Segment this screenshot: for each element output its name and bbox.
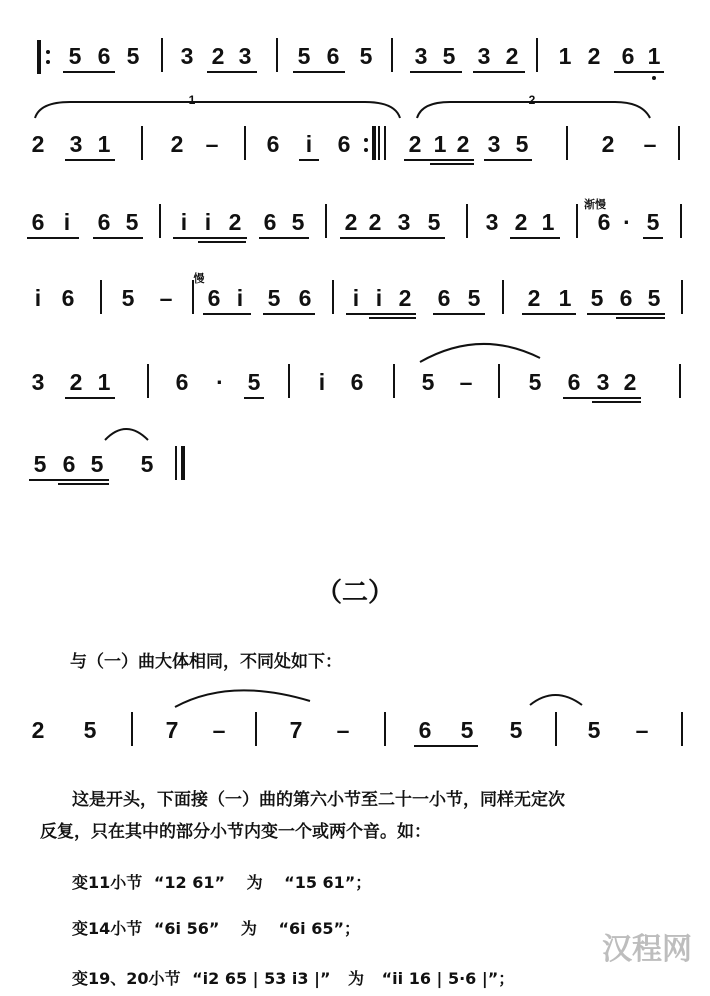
note: – [205, 131, 219, 157]
score-row-5 [0, 366, 710, 426]
repeat-dot [364, 148, 368, 152]
note: 5 [587, 717, 601, 743]
tempo-mark-gradual-slow: 渐慢 [584, 199, 606, 211]
note: i [180, 209, 188, 235]
underline [587, 313, 665, 315]
barline [555, 712, 557, 746]
underline [299, 159, 319, 161]
underline [65, 397, 115, 399]
underline [244, 397, 264, 399]
underline [563, 397, 641, 399]
underline [340, 237, 445, 239]
barline [147, 364, 149, 398]
note: 6 [97, 209, 111, 235]
note: 1 [97, 369, 111, 395]
change-item [72, 870, 371, 893]
note: 2 [456, 131, 470, 157]
underline [369, 317, 416, 319]
note: i [375, 285, 383, 311]
underline [410, 71, 462, 73]
note: 2 [527, 285, 541, 311]
underline [404, 159, 474, 161]
note: 2 [398, 285, 412, 311]
note: 1 [647, 43, 661, 69]
change-label: 变11小节 [72, 873, 143, 892]
note: 2 [505, 43, 519, 69]
note: 6 [337, 131, 351, 157]
barline [325, 204, 327, 238]
underline [510, 237, 560, 239]
paragraph-line-2: 反复，只在其中的部分小节内变一个或两个音。如： [40, 822, 431, 842]
change-to-word: 为 [240, 919, 257, 938]
second-ending-mark: 2 [528, 93, 536, 107]
repeat-dot [364, 138, 368, 142]
note: 2 [69, 369, 83, 395]
note: 6 [418, 717, 432, 743]
note: 6 [597, 209, 611, 235]
note: 5 [121, 285, 135, 311]
variant-slurs [150, 683, 600, 713]
note: 5 [646, 209, 660, 235]
note: 1 [541, 209, 555, 235]
change-to: “ii 16 | 5·6 |”； [381, 969, 515, 988]
underline [414, 745, 478, 747]
change-from: “12 61” [153, 873, 225, 892]
underline [58, 483, 109, 485]
underline [484, 159, 532, 161]
first-ending-mark: 1 [188, 93, 196, 107]
note: 5 [297, 43, 311, 69]
note: 3 [397, 209, 411, 235]
note: 6 [263, 209, 277, 235]
underline [616, 317, 665, 319]
note: 1 [558, 43, 572, 69]
underline [65, 159, 115, 161]
underline [433, 313, 485, 315]
note: i [236, 285, 244, 311]
note: – [643, 131, 657, 157]
tempo-mark-slow: 慢 [193, 273, 205, 285]
change-from: “i2 65 | 53 i3 |” [192, 969, 331, 988]
note: 6 [61, 285, 75, 311]
barline [681, 712, 683, 746]
note: 5 [647, 285, 661, 311]
note: 5 [125, 209, 139, 235]
note: 6 [97, 43, 111, 69]
slur [100, 420, 160, 444]
note: 2 [587, 43, 601, 69]
note: 3 [414, 43, 428, 69]
note: 5 [590, 285, 604, 311]
note: 6 [298, 285, 312, 311]
note: 5 [267, 285, 281, 311]
barline [161, 38, 163, 72]
note: 5 [140, 451, 154, 477]
underline [63, 71, 115, 73]
note: 6 [437, 285, 451, 311]
note: 6 [621, 43, 635, 69]
barline [678, 126, 680, 160]
change-item [72, 916, 360, 939]
note: i [318, 369, 326, 395]
note: – [159, 285, 173, 311]
barline [391, 38, 393, 72]
dot-extension: · [623, 209, 631, 235]
underline [614, 71, 664, 73]
note: i [204, 209, 212, 235]
note: 2 [408, 131, 422, 157]
underline [93, 237, 143, 239]
note: 2 [211, 43, 225, 69]
underline [263, 313, 315, 315]
score-row-3 [0, 199, 710, 266]
note: 1 [433, 131, 447, 157]
note: 5 [460, 717, 474, 743]
change-label: 变14小节 [72, 919, 143, 938]
repeat-end-barline [372, 126, 376, 160]
paragraph-line-1: 这是开头，下面接（一）曲的第六小节至二十一小节，同样无定次 [72, 790, 565, 810]
note: 5 [126, 43, 140, 69]
barline [681, 280, 683, 314]
note: 6 [175, 369, 189, 395]
barline [680, 204, 682, 238]
underline [293, 71, 345, 73]
note: 3 [596, 369, 610, 395]
note: 1 [97, 131, 111, 157]
barline [255, 712, 257, 746]
score-row-6 [0, 448, 710, 508]
change-to-word: 为 [348, 969, 365, 988]
repeat-dot [46, 60, 50, 64]
barline [466, 204, 468, 238]
note: 5 [33, 451, 47, 477]
change-to-word: 为 [246, 873, 263, 892]
note: 5 [515, 131, 529, 157]
underline [173, 237, 247, 239]
note: 6 [62, 451, 76, 477]
score-row-2 [0, 128, 710, 188]
note: 5 [68, 43, 82, 69]
barline [384, 712, 386, 746]
note: 6 [567, 369, 581, 395]
note: 6 [31, 209, 45, 235]
note: 5 [467, 285, 481, 311]
underline [522, 313, 576, 315]
final-barline [181, 446, 185, 480]
note: 2 [31, 717, 45, 743]
note: i [305, 131, 313, 157]
slur [415, 338, 555, 368]
note: 7 [289, 717, 303, 743]
barline [393, 364, 395, 398]
barline [141, 126, 143, 160]
section-heading: （二） [315, 578, 394, 608]
note: 3 [238, 43, 252, 69]
note: i [34, 285, 42, 311]
note: 2 [31, 131, 45, 157]
repeat-dot [46, 50, 50, 54]
watermark: 汉程网 [602, 932, 692, 967]
note: 5 [528, 369, 542, 395]
note: 3 [477, 43, 491, 69]
barline [131, 712, 133, 746]
barline [498, 364, 500, 398]
dot-extension: · [216, 369, 224, 395]
note: – [336, 717, 350, 743]
note: 5 [359, 43, 373, 69]
note: 3 [487, 131, 501, 157]
note: 5 [83, 717, 97, 743]
change-label: 变19、20小节 [72, 969, 181, 988]
score-row-4 [0, 273, 710, 342]
note: – [212, 717, 226, 743]
barline [244, 126, 246, 160]
barline [384, 126, 386, 160]
underline [203, 313, 251, 315]
note: 7 [165, 717, 179, 743]
barline [175, 446, 177, 480]
note: 3 [69, 131, 83, 157]
underline [27, 237, 79, 239]
note: 2 [170, 131, 184, 157]
note: 5 [90, 451, 104, 477]
note: i [63, 209, 71, 235]
note: 5 [509, 717, 523, 743]
note: i [352, 285, 360, 311]
underline [259, 237, 309, 239]
note: 5 [247, 369, 261, 395]
note: 6 [207, 285, 221, 311]
underline [198, 241, 246, 243]
repeat-start-barline [37, 40, 41, 74]
note: 2 [601, 131, 615, 157]
low-octave-dot [652, 76, 656, 80]
intro-text: 与（一）曲大体相同，不同处如下： [70, 652, 342, 672]
note: 6 [266, 131, 280, 157]
barline [566, 126, 568, 160]
change-from: “6i 56” [153, 919, 220, 938]
change-to: “6i 65”； [278, 919, 361, 938]
change-item [72, 966, 514, 989]
barline [332, 280, 334, 314]
variant-score-row [0, 714, 710, 774]
barline [159, 204, 161, 238]
note: 6 [326, 43, 340, 69]
note: 1 [558, 285, 572, 311]
note: 2 [368, 209, 382, 235]
barline [536, 38, 538, 72]
note: – [459, 369, 473, 395]
barline [276, 38, 278, 72]
underline [430, 163, 474, 165]
underline [473, 71, 525, 73]
barline [288, 364, 290, 398]
score-row-1 [0, 40, 710, 100]
note: 2 [228, 209, 242, 235]
barline [100, 280, 102, 314]
note: 2 [514, 209, 528, 235]
barline [378, 126, 380, 160]
underline [592, 401, 641, 403]
barline [576, 204, 578, 238]
note: – [635, 717, 649, 743]
underline [29, 479, 109, 481]
note: 2 [623, 369, 637, 395]
note: 2 [344, 209, 358, 235]
note: 5 [427, 209, 441, 235]
barline [502, 280, 504, 314]
note: 5 [291, 209, 305, 235]
note: 5 [421, 369, 435, 395]
note: 6 [350, 369, 364, 395]
volta-brackets [30, 94, 680, 124]
note: 3 [180, 43, 194, 69]
note: 3 [485, 209, 499, 235]
note: 5 [442, 43, 456, 69]
underline [346, 313, 416, 315]
note: 6 [619, 285, 633, 311]
underline [207, 71, 257, 73]
change-to: “15 61”； [284, 873, 372, 892]
note: 3 [31, 369, 45, 395]
barline [679, 364, 681, 398]
underline [643, 237, 663, 239]
